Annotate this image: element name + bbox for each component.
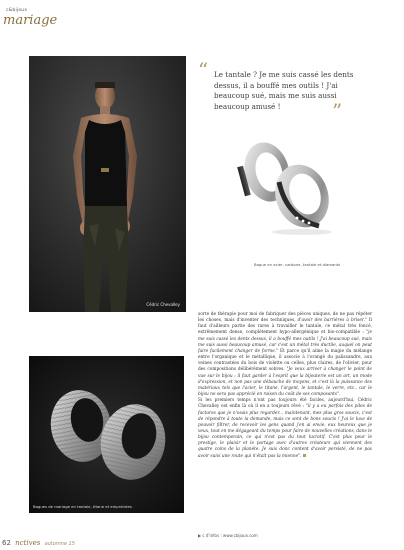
body-text-italic: d'avoir des barrières à briser. (297, 318, 365, 324)
body-text-italic: "il y a eu parfois des piles de factures que je n'osais plus regarder... maintenant, mes plus gros soucis, c'est de répondre à toute la demande, mais ce sont de bons soucis ! J'ai le luxe de pouvoir filtrer, de recevoir les gens quand j'en ai envie, eux heureux que je veux, tout en me dégageant du temps pour faire de nouvelles créations, dans le bijou contemporain, ce qui n'est pas du tout lucratif. C'est plus pour le prestige, le plaisir et le partage avec d'autres créateurs qui viennent des quatre coins de la planète. Je suis donc content d'avoir persisté, de ne pas avoir suivi une route qui n'était pas la mienne". (198, 404, 373, 459)
article-body (198, 312, 372, 460)
quote-close-mark: ” (332, 99, 343, 123)
body-text-italic: "je me suis cassé les dents dessus, il a bouffé mes outils ! J'ai beaucoup sué, mais me suis aussi beaucoup amusé, car c'est un métal très ductile, auquel on peut faire facilement changer de forme." (198, 330, 372, 354)
rings-illustration-top (207, 126, 365, 238)
body-text: Et parce qu'il aime la magie du mélange entre l'organique et le métallique, il associe à l'orangé du palissandre, aux veines contrastées du bois de violette ou celles, plus claires, de l'olivier, pour des compositions délibérément sobres. (198, 348, 372, 373)
body-text: Si les premiers temps n'ont pas toujours été faciles, aujourd'hui, Cédric Chevalley est enfin là où il en a toujours rêvé : (198, 398, 372, 410)
issue-label: automne 15 (44, 541, 75, 547)
pull-quote: Le tantale ? Je me suis cassé les dents dessus, il a bouffé mes outils ! J'ai beaucoup sué, mais me suis aussi beaucoup amusé ! (214, 70, 354, 111)
photo-artisan (29, 56, 186, 312)
magazine-name: nctives (15, 539, 41, 547)
caption-rings-top: Bague en acier, carbone, tantale et diamants (254, 262, 341, 267)
caption-artisan: Cédric Chevalley (146, 302, 180, 307)
page-footer (2, 539, 75, 547)
body-text-italic: "Je veux arriver à changer le point de vue sur le bijou : il faut garder à l'esprit que la bijouterie est un art, un mode d'expression, et non pas une débauche de moyens, et c'est là la puissance des matériaux tels que l'acier, le titane, l'argent, le tantale, le verre, etc., car le bijou ne sera pas apprécié en raison du coût de ses composants". (198, 367, 372, 398)
quote-open-mark: “ (198, 58, 209, 82)
end-of-article-mark (303, 454, 306, 457)
brand-label-small: c&bijoux (6, 8, 28, 13)
article-paragraph-2 (198, 398, 372, 460)
article-paragraph-1 (198, 312, 372, 398)
website-credit: ▶ c d'infos : www.cbijoux.com (198, 533, 258, 538)
page-number: 62 (2, 539, 11, 547)
rings-illustration-bottom (29, 356, 184, 513)
caption-rings-bottom: Bagues de mariage en tantale, titane et empreintes (33, 504, 132, 509)
photo-rings-top (207, 126, 365, 238)
body-text: " Il faut d'ailleurs partie des rares à travailler le tantale, ce métal très foncé, extrêmement dense, complètement hypo-allergénique et bio-compatible : (198, 318, 372, 336)
photo-rings-bottom (29, 356, 184, 513)
artisan-illustration (29, 56, 186, 312)
body-text: sorte de thérapie pour moi de fabriquer des pièces uniques, de ne pas répéter les choses, mais d'inventer des techniques, (198, 312, 372, 324)
brand-logo-mariage: mariage (3, 13, 58, 28)
